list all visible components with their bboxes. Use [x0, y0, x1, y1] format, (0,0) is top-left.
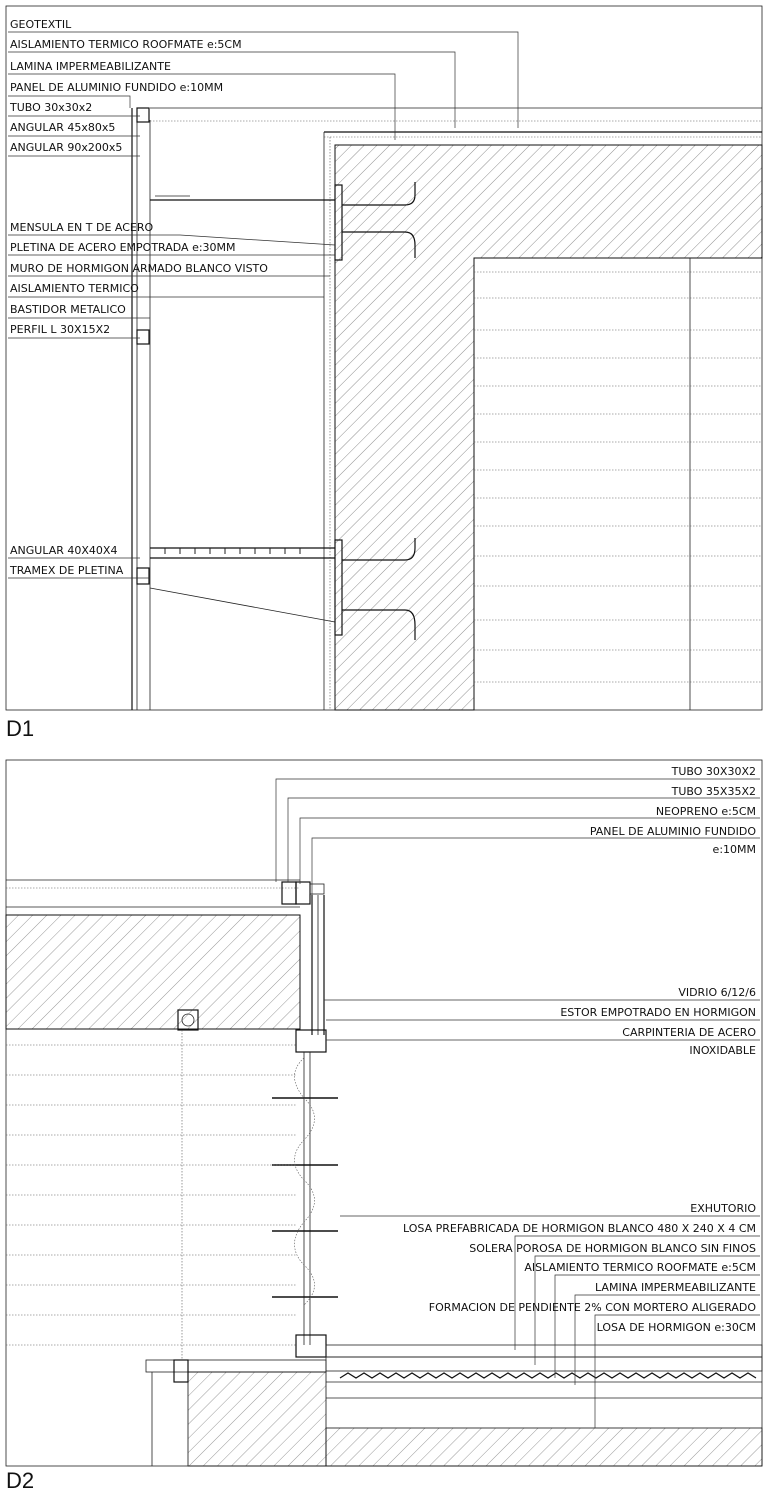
d2-label-neopreno: NEOPRENO e:5CM [655, 805, 756, 818]
d2-floor-slab [188, 1372, 326, 1466]
d2-label-inoxidable: INOXIDABLE [689, 1044, 756, 1057]
d1-label-pletina: PLETINA DE ACERO EMPOTRADA e:30MM [10, 241, 236, 254]
d2-label-tubo-30: TUBO 30X30X2 [671, 765, 756, 778]
d2-label-solera: SOLERA POROSA DE HORMIGON BLANCO SIN FINOS [469, 1242, 756, 1255]
d1-label-muro: MURO DE HORMIGON ARMADO BLANCO VISTO [10, 262, 268, 275]
d1-label-aislamiento: AISLAMIENTO TERMICO [10, 282, 139, 295]
d1-label-tramex: TRAMEX DE PLETINA [10, 564, 124, 577]
d1-label-panel: PANEL DE ALUMINIO FUNDIDO e:10MM [10, 81, 224, 94]
d1-label-angular-45: ANGULAR 45x80x5 [10, 121, 116, 134]
d2-label-vidrio: VIDRIO 6/12/6 [678, 986, 756, 999]
d2-carpentry-bottom [296, 1335, 326, 1357]
d1-angular [137, 568, 149, 584]
d2-label-carpinteria: CARPINTERIA DE ACERO [622, 1026, 756, 1039]
d2-tube-30 [282, 882, 296, 904]
d1-label-angular-40: ANGULAR 40X40X4 [10, 544, 118, 557]
d2-label-lamina: LAMINA IMPERMEABILIZANTE [595, 1281, 756, 1294]
d2-swing-arc [295, 1058, 315, 1305]
d2-label-estor: ESTOR EMPOTRADO EN HORMIGON [560, 1006, 756, 1019]
d2-label-tubo-35: TUBO 35X35X2 [671, 785, 756, 798]
d2-label-aislamiento: AISLAMIENTO TERMICO ROOFMATE e:5CM [524, 1261, 756, 1274]
d2-floor-box [174, 1360, 188, 1382]
d1-brace [150, 588, 335, 622]
d2-window-lines [6, 1045, 296, 1345]
d2-floor-finish [146, 1360, 326, 1372]
d1-profile [137, 330, 149, 344]
detail-d1 [6, 6, 762, 741]
d1-label-aislamiento-roofmate: AISLAMIENTO TERMICO ROOFMATE e:5CM [10, 38, 242, 51]
d1-label-tubo: TUBO 30x30x2 [10, 101, 93, 114]
d1-label-bastidor: BASTIDOR METALICO [10, 303, 126, 316]
d1-concrete-wall [335, 145, 762, 710]
d1-label-geotextil: GEOTEXTIL [10, 18, 72, 31]
d2-frame [6, 760, 762, 1466]
d2-label-panel-e: e:10MM [712, 843, 756, 856]
d1-tramex-ribs [165, 548, 300, 554]
d1-tube [137, 108, 149, 122]
d2-label-losa-prefabricada: LOSA PREFABRICADA DE HORMIGON BLANCO 480 X 240 X 4 CM [403, 1222, 756, 1235]
d2-label-exhutorio: EXHUTORIO [690, 1202, 756, 1215]
d2-tube-35 [296, 882, 310, 904]
d2-prefab-slab [326, 1345, 762, 1357]
d2-label-formacion: FORMACION DE PENDIENTE 2% CON MORTERO ALIGERADO [428, 1301, 756, 1314]
d2-insulation-zigzag [340, 1373, 756, 1378]
d2-title: D2 [6, 1468, 35, 1493]
d2-label-losa-hormigon: LOSA DE HORMIGON e:30CM [596, 1321, 756, 1334]
d1-label-lamina: LAMINA IMPERMEABILIZANTE [10, 60, 171, 73]
d1-label-perfil: PERFIL L 30X15X2 [10, 323, 111, 336]
d2-carpentry-top [296, 1030, 326, 1052]
d2-porous-screed [326, 1357, 762, 1371]
d2-concrete-slab-30 [326, 1428, 762, 1466]
d2-louvres [272, 1098, 338, 1297]
d1-label-angular-90: ANGULAR 90x200x5 [10, 141, 123, 154]
d1-window-lines [474, 272, 762, 682]
d2-concrete-slab [6, 915, 300, 1029]
detail-d2 [6, 760, 762, 1493]
d1-title: D1 [6, 716, 35, 741]
d1-label-mensula: MENSULA EN T DE ACERO [10, 221, 154, 234]
d2-label-panel: PANEL DE ALUMINIO FUNDIDO [589, 825, 756, 838]
